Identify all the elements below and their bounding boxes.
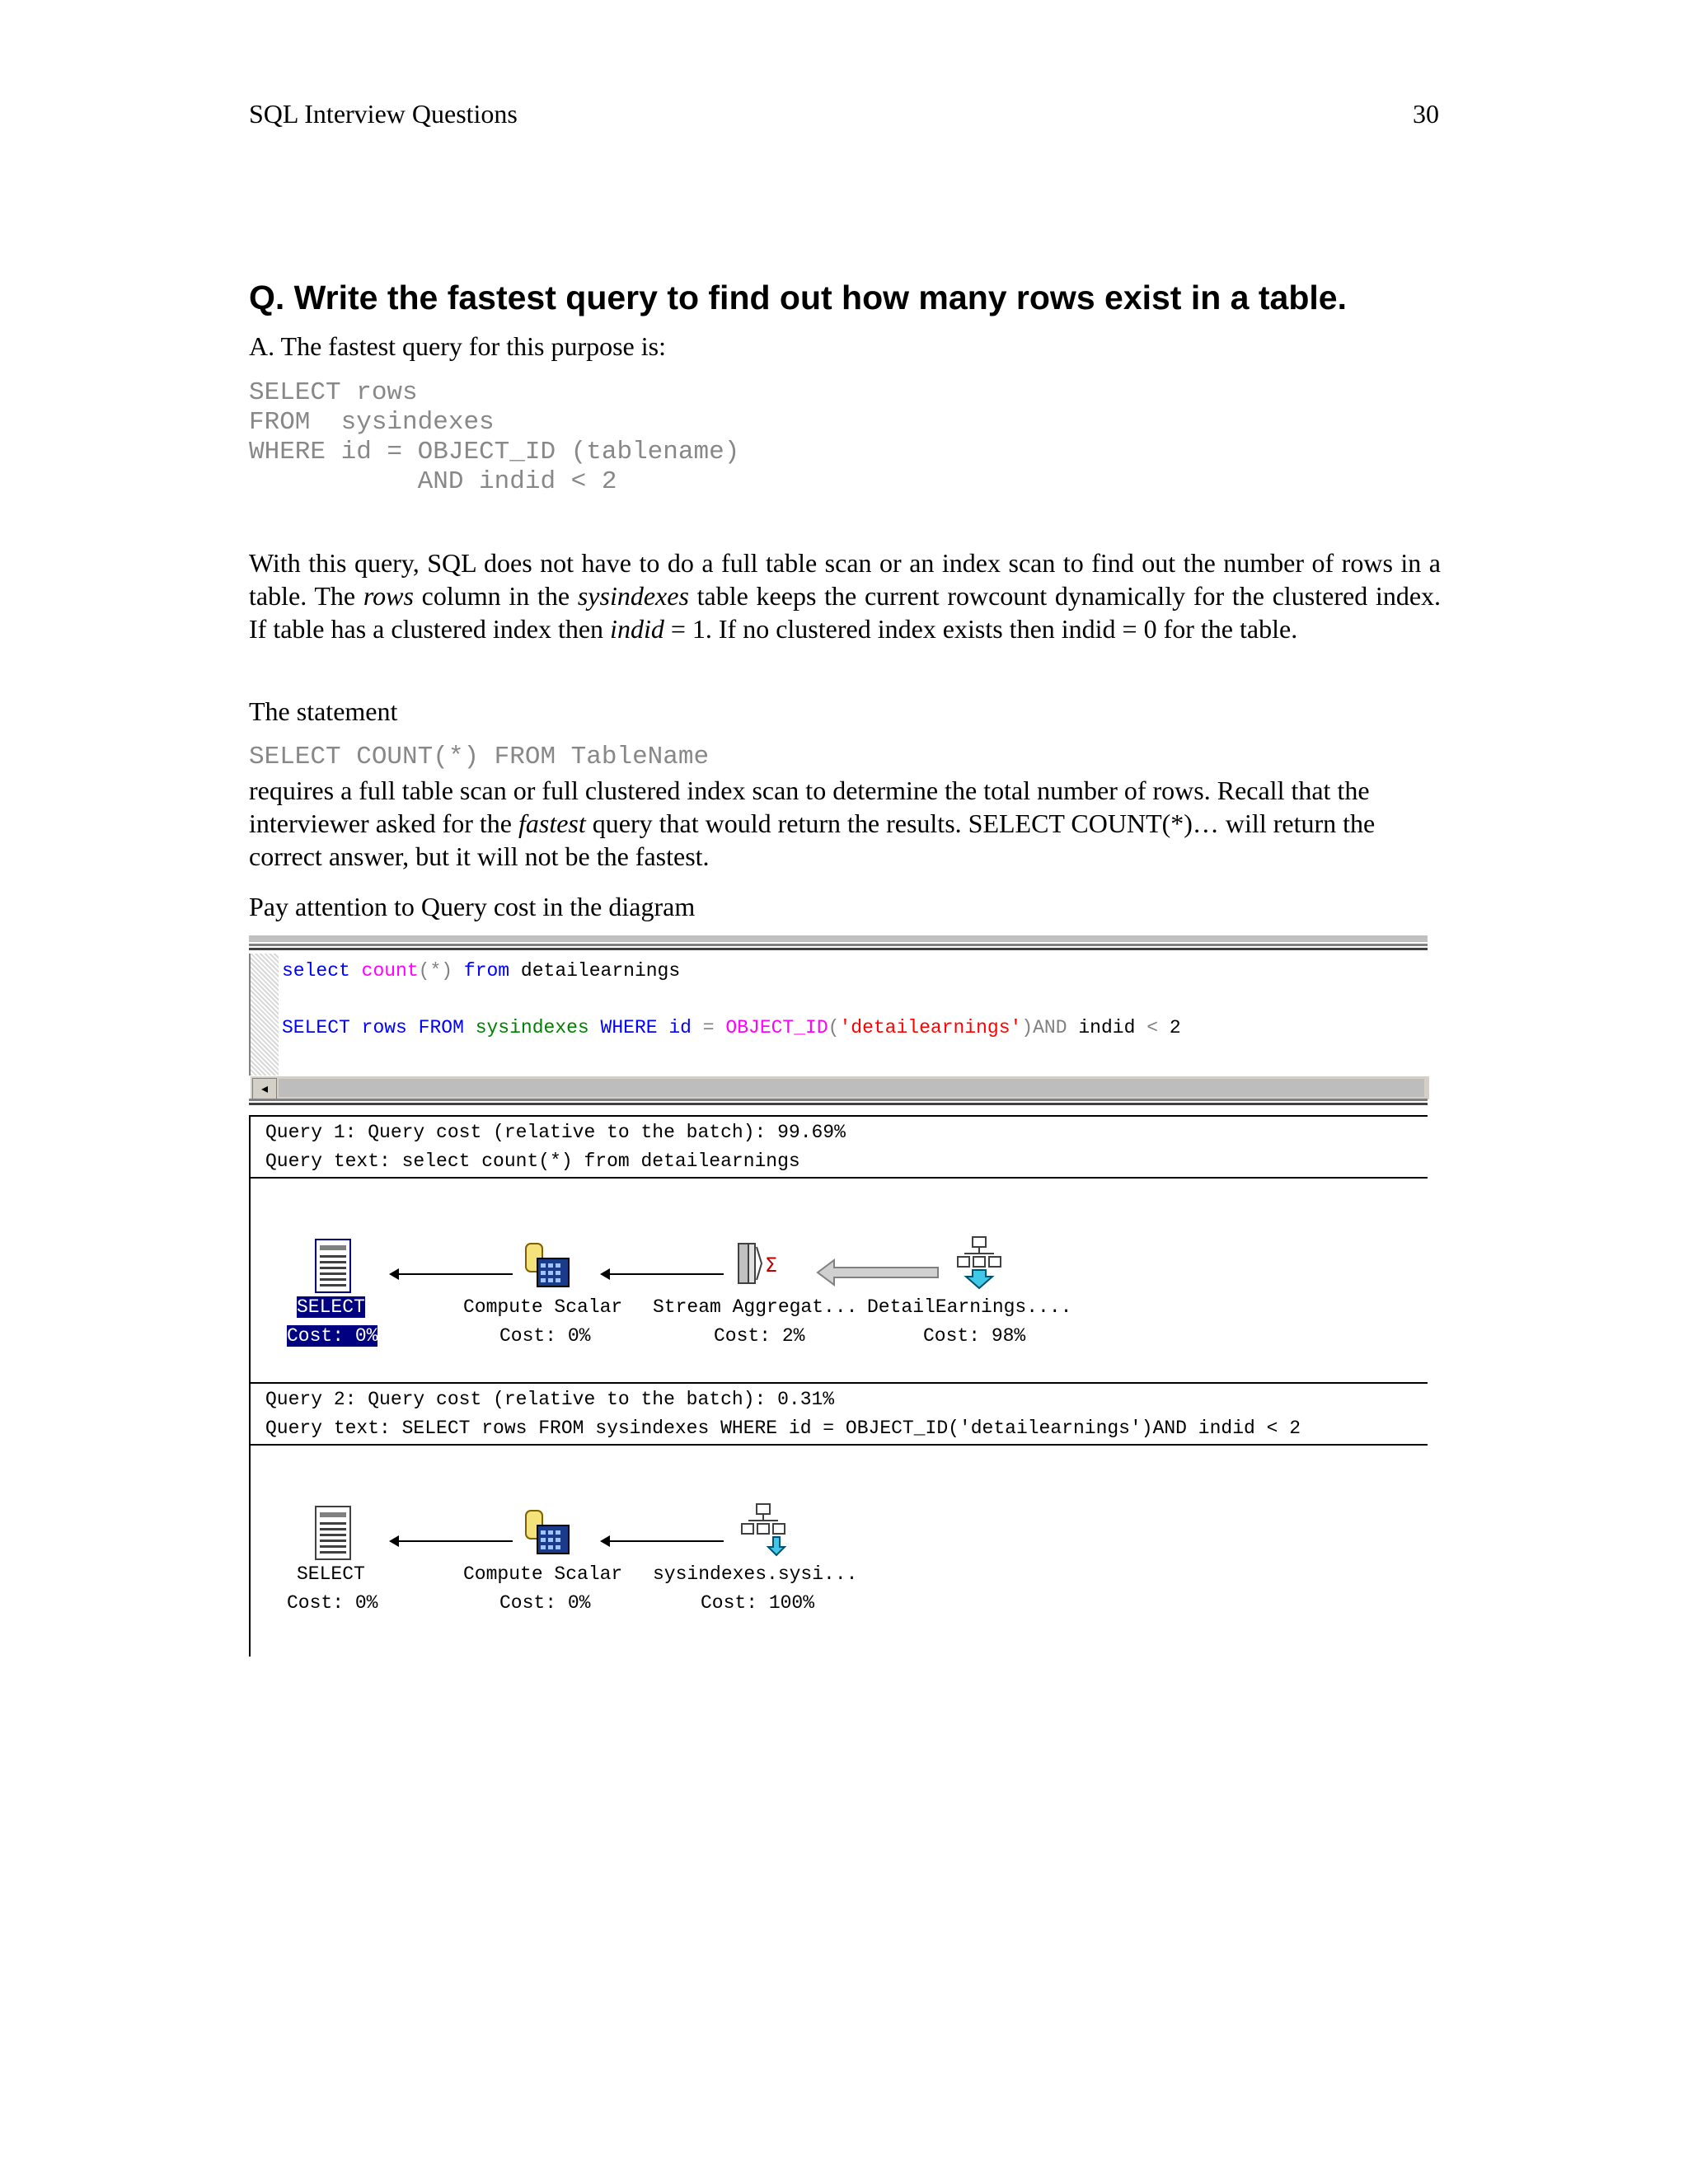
svg-text:Σ: Σ — [765, 1254, 778, 1277]
statement-code: SELECT COUNT(*) FROM TableName — [249, 743, 710, 771]
editor-gutter — [251, 954, 279, 1076]
plan2-node-sysindexes-cost: Cost: 100% — [701, 1592, 815, 1614]
scrollbar-thumb[interactable] — [279, 1079, 1424, 1097]
question-heading: Q. Write the fastest query to find out how many rows exist in a table. — [249, 279, 1347, 316]
plan2-node-select[interactable]: SELECT — [297, 1563, 365, 1585]
code-line-2: FROM sysindexes — [249, 408, 495, 437]
plan1-node-detail-earnings[interactable]: DetailEarnings.... — [867, 1296, 1072, 1318]
plan2-node-select-cost: Cost: 0% — [287, 1592, 378, 1614]
plan1-node-compute-scalar[interactable]: Compute Scalar — [463, 1296, 623, 1318]
index-seek-icon[interactable] — [740, 1502, 790, 1557]
plan2-node-compute-scalar[interactable]: Compute Scalar — [463, 1563, 623, 1585]
select-result-icon[interactable] — [315, 1239, 351, 1293]
page-number: 30 — [1413, 99, 1439, 129]
compute-scalar-icon[interactable] — [523, 1507, 572, 1557]
plan1-node-select-cost: Cost: 0% — [287, 1325, 378, 1347]
plan1-node-detail-earnings-cost: Cost: 98% — [923, 1325, 1026, 1347]
flow-arrow — [602, 1273, 724, 1275]
plan2-node-compute-scalar-cost: Cost: 0% — [499, 1592, 591, 1614]
thick-flow-arrow — [816, 1258, 940, 1286]
flow-arrow — [391, 1273, 513, 1275]
code-line-4: AND indid < 2 — [249, 467, 617, 496]
scroll-left-icon[interactable]: ◂ — [252, 1078, 277, 1099]
plan1-node-compute-scalar-cost: Cost: 0% — [499, 1325, 591, 1347]
query-analyzer-screenshot — [249, 935, 1428, 1657]
code-line-1: SELECT rows — [249, 378, 418, 407]
select-result-icon[interactable] — [315, 1506, 351, 1560]
editor-line-1: select count(*) from detailearnings — [282, 960, 681, 982]
plan1-cost-header: Query 1: Query cost (relative to the batch): 99.69% — [265, 1122, 846, 1143]
flow-arrow — [602, 1540, 724, 1542]
running-header-title: SQL Interview Questions — [249, 99, 518, 129]
plan1-node-stream-aggregate-cost: Cost: 2% — [714, 1325, 805, 1347]
compute-scalar-icon[interactable] — [523, 1240, 572, 1290]
plan2-node-sysindexes[interactable]: sysindexes.sysi... — [653, 1563, 858, 1585]
statement-label: The statement — [249, 696, 398, 726]
statement-paragraph: requires a full table scan or full clustered index scan to determine the total number of rows. Recall that the interviewer asked for the fastest query that would return the results. SELECT COUNT(*)… will return the correct answer, but it will not be the fastest. — [249, 776, 1376, 871]
code-line-3: WHERE id = OBJECT_ID (tablename) — [249, 438, 740, 466]
sql-editor[interactable] — [249, 954, 1429, 1096]
index-scan-icon[interactable] — [956, 1235, 1006, 1290]
editor-line-2: SELECT rows FROM sysindexes WHERE id = OBJECT_ID('detailearnings')AND indid < 2 — [282, 1017, 1181, 1038]
pay-attention-note: Pay attention to Query cost in the diagram — [249, 892, 696, 921]
plan1-query-text: Query text: select count(*) from detailearnings — [265, 1151, 800, 1172]
plan2-query-text: Query text: SELECT rows FROM sysindexes WHERE id = OBJECT_ID('detailearnings')AND indid < 2 — [265, 1418, 1301, 1439]
explanation-paragraph: With this query, SQL does not have to do a full table scan or an index scan to find out the number of rows in a table. The rows column in the sysindexes table keeps the current rowcount dynamically for the clustered index. If table has a clustered index then indid = 1. If no clustered index exists then indid = 0 for the table. — [249, 548, 1442, 644]
plan1-node-stream-aggregate[interactable]: Stream Aggregat... — [653, 1296, 858, 1318]
horizontal-scrollbar[interactable] — [251, 1076, 1429, 1099]
flow-arrow — [391, 1540, 513, 1542]
plan1-node-select[interactable]: SELECT — [297, 1296, 365, 1318]
plan2-cost-header: Query 2: Query cost (relative to the batch): 0.31% — [265, 1389, 835, 1410]
answer-intro: A. The fastest query for this purpose is: — [249, 331, 666, 361]
stream-aggregate-icon[interactable] — [737, 1240, 786, 1286]
